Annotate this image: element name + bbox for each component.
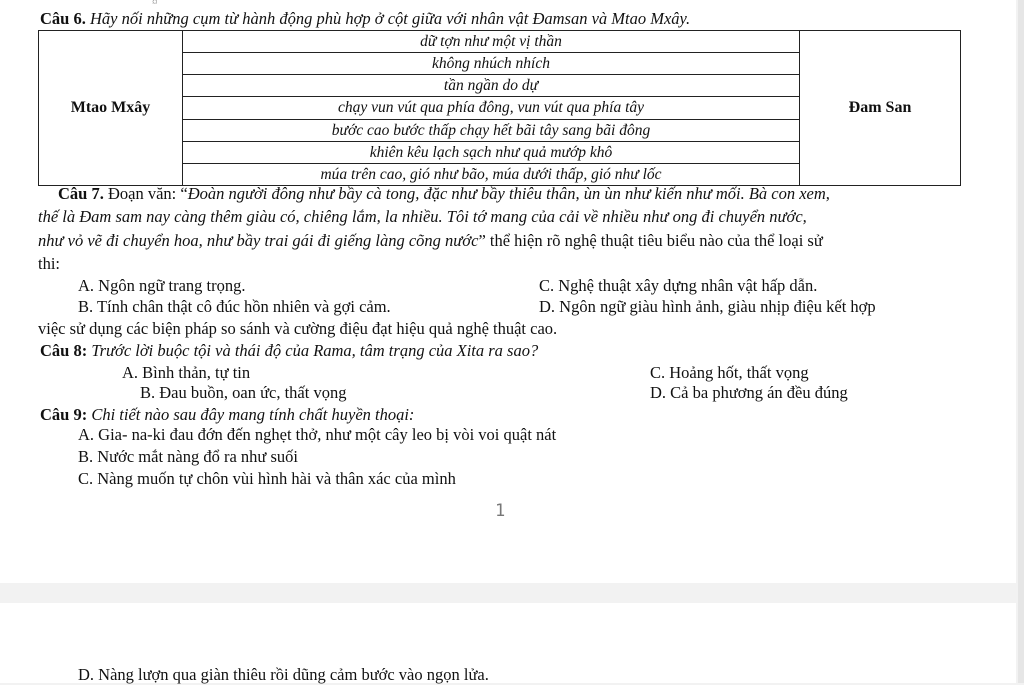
- q6-label: Câu 6.: [40, 9, 86, 28]
- q7-quote-3: như vỏ vẽ đi chuyển hoa, như bầy trai gái đi giếng làng cõng nước: [38, 231, 479, 250]
- q9-heading: [40, 405, 414, 425]
- q8-heading: [40, 341, 538, 361]
- page-number: 1: [495, 501, 506, 521]
- q7-option-d-continued: việc sử dụng các biện pháp so sánh và cường điệu đạt hiệu quả nghệ thuật cao.: [38, 319, 558, 338]
- q7-prefix: Đoạn văn: “: [107, 184, 188, 203]
- phrase-cell: chạy vun vút qua phía đông, vun vút qua phía tây: [183, 97, 800, 119]
- q7-line-4: thi:: [38, 254, 61, 273]
- q8-text: Trước lời buộc tội và thái độ của Rama, tâm trạng của Xita ra sao?: [91, 341, 539, 360]
- q7-option-b: B. Tính chân thật cô đúc hồn nhiên và gợi cảm.: [78, 297, 391, 316]
- q7-line-3: [38, 231, 823, 251]
- q9-option-a: A. Gia- na-ki đau đớn đến nghẹt thở, như một cây leo bị vòi voi quật nát: [78, 425, 557, 444]
- phrase-cell: tần ngần do dự: [183, 75, 800, 97]
- phrase-cell: khiên kêu lạch sạch như quả mướp khô: [183, 141, 800, 163]
- q9-option-c: C. Nàng muốn tự chôn vùi hình hài và thân xác của mình: [78, 469, 456, 488]
- q9-text: Chi tiết nào sau đây mang tính chất huyền thoại:: [91, 405, 415, 424]
- q9-option-b: B. Nước mắt nàng đổ ra như suối: [78, 447, 298, 466]
- document-page-2: [0, 603, 1016, 683]
- right-character-cell: Đam San: [800, 31, 961, 186]
- q7-option-d: D. Ngôn ngữ giàu hình ảnh, giàu nhịp điệu kết hợp: [539, 297, 876, 316]
- q7-quote-1: Đoàn người đông như bầy cà tong, đặc như bầy thiêu thân, ùn ùn như kiến như mối. Bà con xem,: [187, 184, 830, 203]
- header-mark: ¤: [152, 0, 158, 8]
- q8-label: Câu 8:: [40, 341, 88, 360]
- phrase-cell: không nhúch nhích: [183, 53, 800, 75]
- q7-label: Câu 7.: [58, 184, 104, 203]
- q6-heading: [40, 9, 690, 29]
- left-character-cell: Mtao Mxây: [39, 31, 183, 186]
- q6-text: Hãy nối những cụm từ hành động phù hợp ở cột giữa với nhân vật Đamsan và Mtao Mxây.: [89, 9, 691, 28]
- phrase-cell: bước cao bước thấp chạy hết bãi tây sang bãi đông: [183, 119, 800, 141]
- vertical-scrollbar[interactable]: [1018, 0, 1024, 683]
- q9-label: Câu 9:: [40, 405, 88, 424]
- q8-option-b: B. Đau buồn, oan ức, thất vọng: [140, 383, 347, 402]
- q8-option-c: C. Hoảng hốt, thất vọng: [650, 363, 809, 382]
- q7-line-2: thế là Đam sam nay càng thêm giàu có, chiêng lắm, la nhiều. Tôi tớ mang của cải về nhiều như ong đi chuyển nước,: [38, 207, 807, 226]
- q6-matching-table: [38, 30, 961, 186]
- q8-option-d: D. Cả ba phương án đều đúng: [650, 383, 848, 402]
- q7-option-a: A. Ngôn ngữ trang trọng.: [78, 276, 246, 295]
- phrase-cell: múa trên cao, gió như bão, múa dưới thấp, gió như lốc: [183, 163, 800, 185]
- q7-line-3-rest: ” thể hiện rõ nghệ thuật tiêu biểu nào của thể loại sử: [478, 231, 823, 250]
- q9-option-d: D. Nàng lượn qua giàn thiêu rồi dũng cảm bước vào ngọn lửa.: [78, 665, 489, 684]
- q7-line-1: [58, 184, 830, 204]
- q7-option-c: C. Nghệ thuật xây dựng nhân vật hấp dẫn.: [539, 276, 818, 295]
- q8-option-a: A. Bình thản, tự tin: [122, 363, 251, 382]
- phrase-cell: dữ tợn như một vị thần: [183, 31, 800, 53]
